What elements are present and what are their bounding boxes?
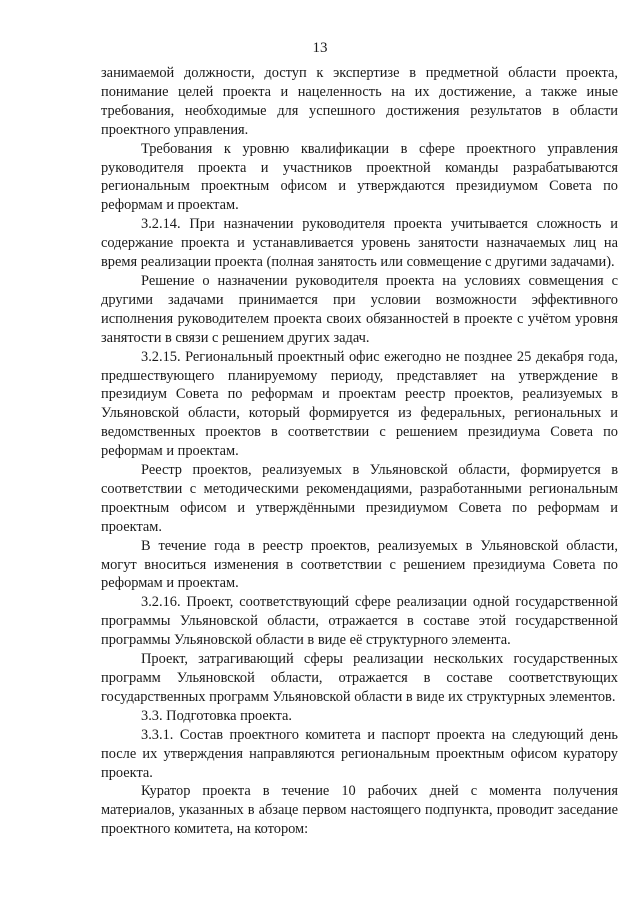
paragraph-3-2-14: 3.2.14. При назначении руководителя проекта учитывается сложность и содержание проекта и устанавливается уровень занятости назначаемых лиц на время реализации проекта (полная занятость или совмещение с другими задачами). bbox=[101, 216, 618, 271]
paragraph-qualification-continued: занимаемой должности, доступ к экспертизе в предметной области проекта, понимание целей проекта и нацеленность на их достижение, а также иные требования, необходимые для успешного достижения результатов в области проектного управления. bbox=[101, 65, 618, 138]
paragraph-multiple-programs: Проект, затрагивающий сферы реализации нескольких государственных программ Ульяновской области, отражается в составе соответствующих государственных программ Ульяновской области в виде их структурных элементов. bbox=[101, 651, 618, 705]
document-body bbox=[101, 64, 618, 839]
paragraph-combination-decision: Решение о назначении руководителя проекта на условиях совмещения с другими задачами принимается при условии возможности эффективного исполнения руководителем проекта своих обязанностей в проекте с учётом уровня занятости в связи с решением других задач. bbox=[101, 272, 618, 346]
paragraph-3-3-1: 3.3.1. Состав проектного комитета и паспорт проекта на следующий день после их утверждения направляются региональным проектным офисом куратору проекта. bbox=[101, 726, 618, 781]
page-number: 13 bbox=[312, 40, 328, 56]
paragraph-qualification-requirements: Требования к уровню квалификации в сфере проектного управления руководителя проекта и участников проектной команды разрабатываются региональным проектным офисом и утверждаются президиумом Совета по реформам и проектам. bbox=[101, 140, 618, 214]
paragraph-curator-meeting: Куратор проекта в течение 10 рабочих дней с момента получения материалов, указанных в абзаце первом настоящего подпункта, проводит заседание проектного комитета, на котором: bbox=[101, 783, 618, 838]
paragraph-3-2-16: 3.2.16. Проект, соответствующий сфере реализации одной государственной программы Ульяновской области, отражается в составе этой государственной программы Ульяновской области в виде её структурного элемента. bbox=[101, 594, 618, 649]
paragraph-registry-formation: Реестр проектов, реализуемых в Ульяновской области, формируется в соответствии с методическими рекомендациями, разработанными региональным проектным офисом и утверждёнными президиумом Совета по реформам и проектам. bbox=[101, 462, 618, 535]
section-heading-3-3: 3.3. Подготовка проекта. bbox=[141, 707, 292, 724]
paragraph-3-2-15: 3.2.15. Региональный проектный офис ежегодно не позднее 25 декабря года, предшествующего планируемому периоду, представляет на утверждение в президиум Совета по реформам и проектам реестр проектов, реализуемых в Ульяновской области, который формируется из федеральных, региональных и ведомственных проектов в соответствии с решением президиума Совета по реформам и проектам. bbox=[101, 348, 618, 460]
paragraph-registry-changes: В течение года в реестр проектов, реализуемых в Ульяновской области, могут вноситься изменения в соответствии с решением президиума Совета по реформам и проектам. bbox=[101, 537, 618, 592]
